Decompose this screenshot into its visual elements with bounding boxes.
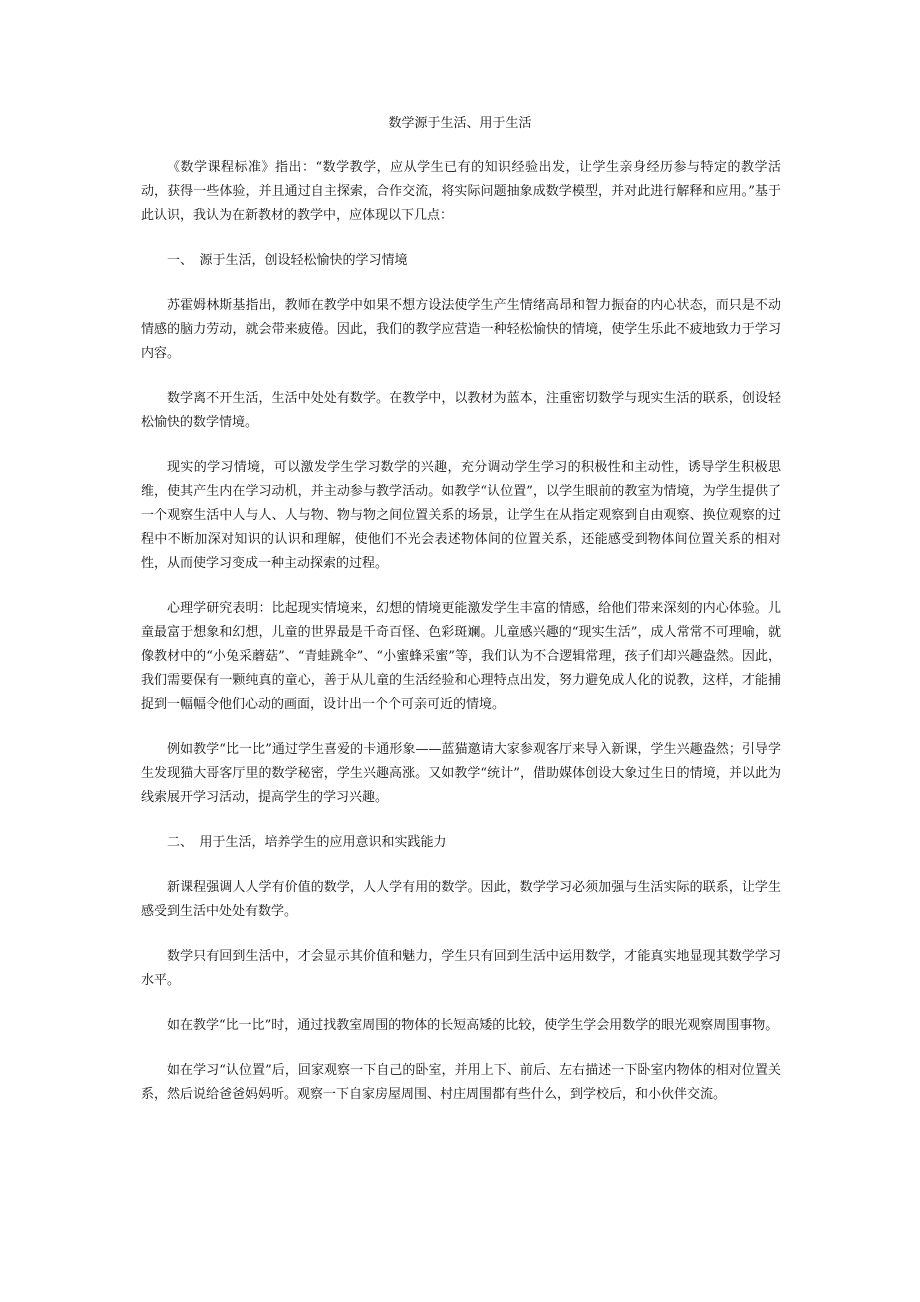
section-heading-1: 一、 源于生活，创设轻松愉快的学习情境 [167, 253, 408, 268]
body-paragraph: 苏霍姆林斯基指出，教师在教学中如果不想方设法使学生产生情绪高昂和智力振奋的内心状态，而只是不动情感的脑力劳动，就会带来疲倦。因此，我们的教学应营造一种轻松愉快的情境，使学生乐此不疲地致力于学习内容。 [141, 298, 781, 361]
intro-paragraph: 《数学课程标准》指出：“数学教学，应从学生已有的知识经验出发，让学生亲身经历参与特定的教学活动，获得一些体验，并且通过自主探索，合作交流，将实际问题抽象成数学模型，并对此进行解释和应用。”基于此认识，我认为在新教材的教学中，应体现以下几点： [141, 160, 781, 223]
body-paragraph: 现实的学习情境，可以激发学生学习数学的兴趣，充分调动学生学习的积极性和主动性，诱导学生积极思维，使其产生内在学习动机，并主动参与教学活动。如教学“认位置”，以学生眼前的教室为情境，为学生提供了一个观察生活中人与人、人与物、物与物之间位置关系的场景，让学生在从指定观察到自由观察、换位观察的过程中不断加深对知识的认识和理解，使他们不光会表述物体间的位置关系，还能感受到物体间位置关系的相对性，从而使学习变成一种主动探索的过程。 [141, 460, 781, 571]
body-paragraph: 新课程强调人人学有价值的数学，人人学有用的数学。因此，数学学习必须加强与生活实际的联系，让学生感受到生活中处处有数学。 [141, 880, 781, 919]
body-paragraph: 如在学习“认位置”后，回家观察一下自己的卧室，并用上下、前后、左右描述一下卧室内物体的相对位置关系，然后说给爸爸妈妈听。观察一下自家房屋周围、村庄周围都有些什么，到学校后，和小伙伴交流。 [141, 1063, 781, 1102]
section-heading-2: 二、 用于生活，培养学生的应用意识和实践能力 [167, 835, 447, 850]
body-paragraph: 数学只有回到生活中，才会显示其价值和魅力，学生只有回到生活中运用数学，才能真实地显现其数学学习水平。 [141, 949, 781, 988]
document-title: 数学源于生活、用于生活 [388, 116, 532, 131]
body-paragraph: 心理学研究表明：比起现实情境来，幻想的情境更能激发学生丰富的情感，给他们带来深刻的内心体验。儿童最富于想象和幻想，儿童的世界最是千奇百怪、色彩斑斓。儿童感兴趣的“现实生活”，成人常常不可理喻，就像教材中的“小兔采蘑菇”、“青蛙跳伞”、“小蜜蜂采蜜”等，我们认为不合逻辑常理，孩子们却兴趣盎然。因此，我们需要保有一颗纯真的童心，善于从儿童的生活经验和心理特点出发，努力避免成人化的说教，这样，才能捕捉到一幅幅令他们心动的画面，设计出一个个可亲可近的情境。 [141, 601, 781, 712]
body-paragraph: 数学离不开生活，生活中处处有数学。在教学中，以教材为蓝本，注重密切数学与现实生活的联系，创设轻松愉快的数学情境。 [141, 391, 781, 430]
body-paragraph: 例如教学“比一比”通过学生喜爱的卡通形象——蓝猫邀请大家参观客厅来导入新课，学生兴趣盎然；引导学生发现猫大哥客厅里的数学秘密，学生兴趣高涨。又如教学“统计”，借助媒体创设大象过生日的情境，并以此为线索展开学习活动，提高学生的学习兴趣。 [141, 742, 781, 805]
document-body [141, 156, 781, 1128]
body-paragraph: 如在教学“比一比”时，通过找教室周围的物体的长短高矮的比较，使学生学会用数学的眼光观察周围事物。 [167, 1018, 779, 1033]
